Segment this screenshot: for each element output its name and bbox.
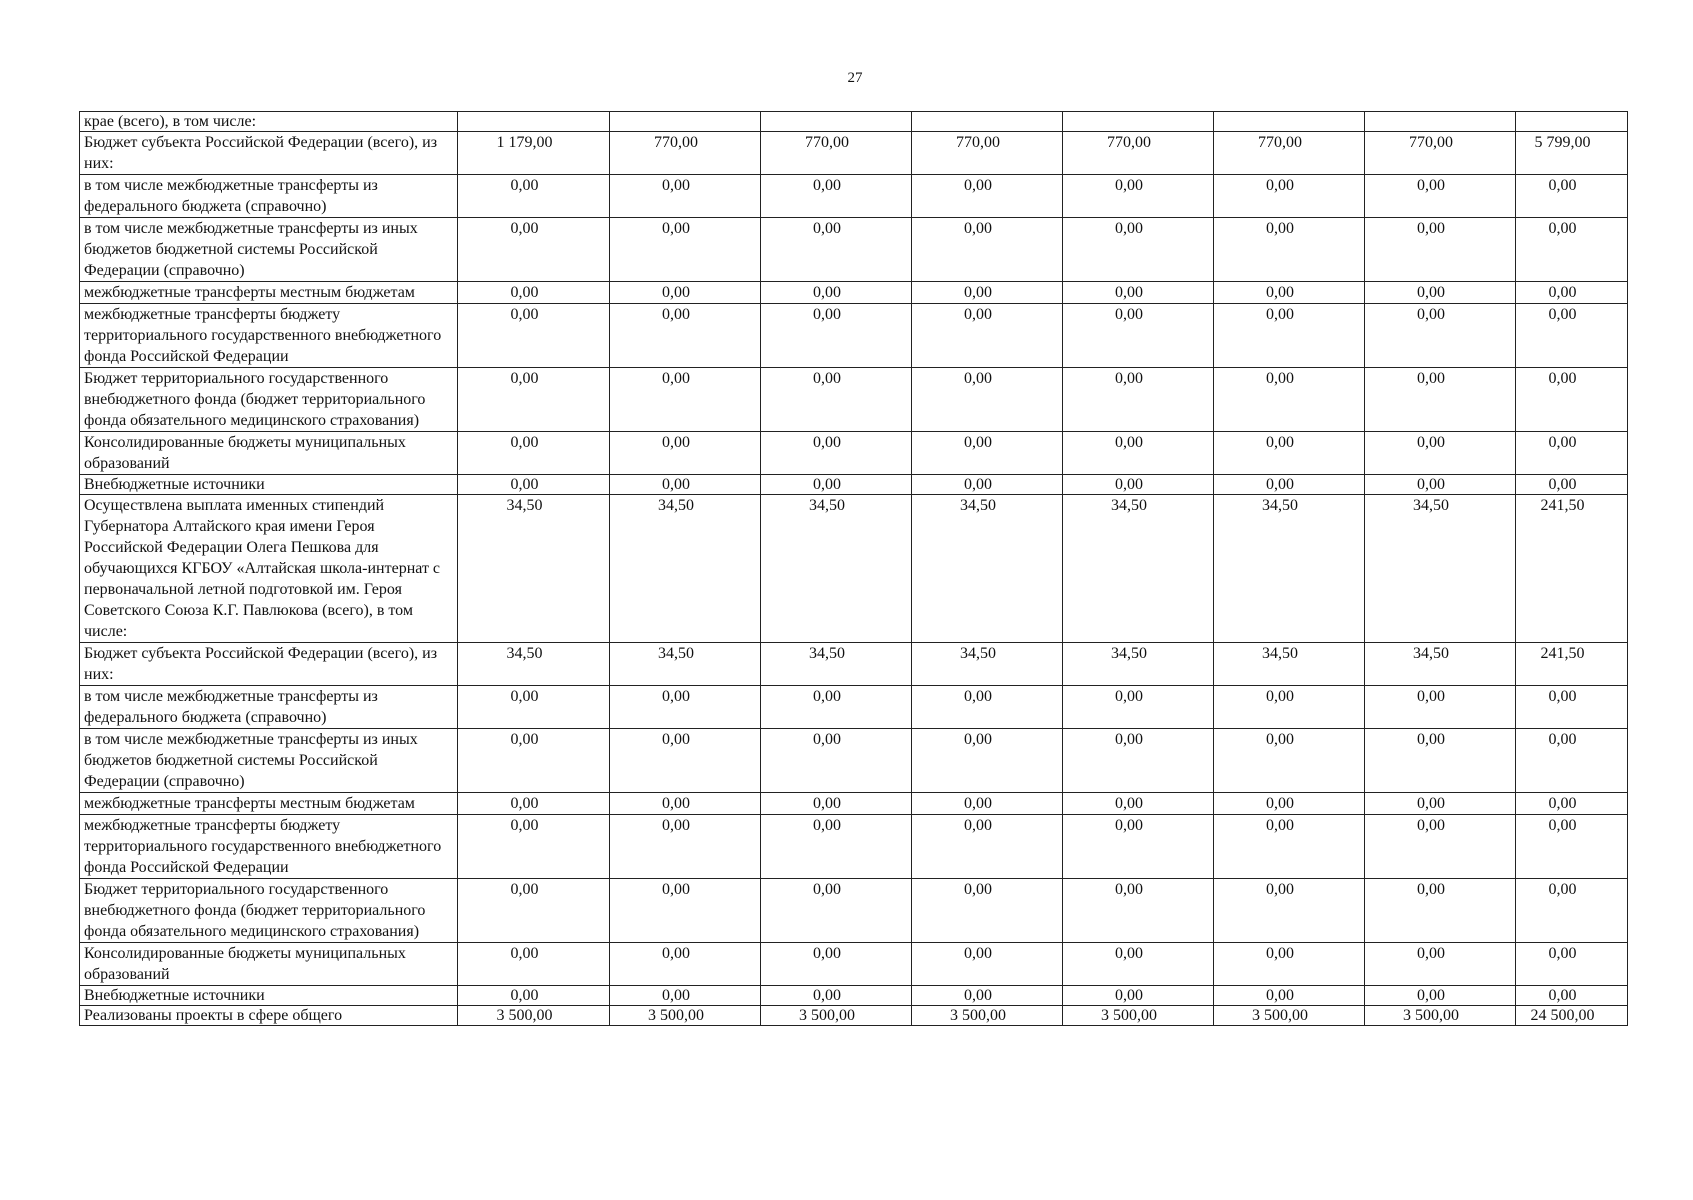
value-cell: 0,00 [761,686,912,729]
value-cell: 3 500,00 [1214,1006,1365,1026]
row-label-cell: Консолидированные бюджеты муниципальных образований [80,432,458,475]
value-cell: 0,00 [1063,282,1214,304]
value-cell: 0,00 [761,943,912,986]
value-cell: 34,50 [912,643,1063,686]
value-cell: 0,00 [1365,943,1516,986]
value-cell: 0,00 [1214,879,1365,943]
value-cell: 0,00 [912,304,1063,368]
value-cell: 0,00 [1516,943,1628,986]
value-cell: 0,00 [761,879,912,943]
value-cell: 0,00 [1214,432,1365,475]
value-cell: 0,00 [1214,282,1365,304]
value-cell: 0,00 [1365,793,1516,815]
value-cell: 3 500,00 [458,1006,610,1026]
table-row [80,432,1628,475]
value-cell: 0,00 [761,218,912,282]
value-cell: 0,00 [912,729,1063,793]
value-cell: 0,00 [1214,304,1365,368]
value-cell: 0,00 [1516,815,1628,879]
value-cell: 0,00 [610,218,761,282]
value-cell: 770,00 [1365,132,1516,175]
table-row [80,475,1628,495]
value-cell: 3 500,00 [912,1006,1063,1026]
value-cell: 0,00 [912,943,1063,986]
value-cell [1516,112,1628,132]
value-cell: 0,00 [610,368,761,432]
table-row [80,686,1628,729]
value-cell: 0,00 [458,729,610,793]
value-cell: 0,00 [1214,686,1365,729]
value-cell: 0,00 [1365,879,1516,943]
table-row [80,304,1628,368]
table-row [80,495,1628,643]
value-cell: 34,50 [458,643,610,686]
row-label-cell: в том числе межбюджетные трансферты из иных бюджетов бюджетной системы Российской Федерации (справочно) [80,218,458,282]
value-cell: 3 500,00 [761,1006,912,1026]
value-cell: 770,00 [912,132,1063,175]
value-cell: 0,00 [912,432,1063,475]
value-cell: 34,50 [610,643,761,686]
value-cell: 0,00 [1063,943,1214,986]
value-cell: 34,50 [1063,643,1214,686]
value-cell: 770,00 [1214,132,1365,175]
value-cell: 0,00 [610,175,761,218]
value-cell: 0,00 [1365,729,1516,793]
value-cell: 0,00 [1365,175,1516,218]
value-cell: 0,00 [761,986,912,1006]
value-cell: 0,00 [912,368,1063,432]
value-cell: 34,50 [458,495,610,643]
value-cell: 0,00 [912,793,1063,815]
value-cell: 0,00 [610,282,761,304]
value-cell: 34,50 [912,495,1063,643]
table-row [80,132,1628,175]
table-row [80,368,1628,432]
value-cell: 0,00 [1516,282,1628,304]
value-cell: 3 500,00 [1063,1006,1214,1026]
value-cell: 241,50 [1516,495,1628,643]
value-cell: 0,00 [912,986,1063,1006]
value-cell: 0,00 [1516,432,1628,475]
value-cell: 0,00 [761,793,912,815]
row-label-cell: Внебюджетные источники [80,475,458,495]
table-row [80,879,1628,943]
value-cell: 0,00 [761,475,912,495]
value-cell: 34,50 [761,495,912,643]
value-cell: 5 799,00 [1516,132,1628,175]
row-label-cell: межбюджетные трансферты местным бюджетам [80,793,458,815]
value-cell [458,112,610,132]
table-row [80,815,1628,879]
value-cell: 34,50 [610,495,761,643]
value-cell [610,112,761,132]
value-cell: 0,00 [610,304,761,368]
value-cell: 34,50 [1214,495,1365,643]
value-cell: 0,00 [1516,475,1628,495]
value-cell [1365,112,1516,132]
value-cell: 0,00 [1516,686,1628,729]
value-cell: 0,00 [1063,986,1214,1006]
value-cell: 3 500,00 [1365,1006,1516,1026]
value-cell: 0,00 [458,432,610,475]
value-cell: 0,00 [1063,686,1214,729]
value-cell: 0,00 [458,368,610,432]
value-cell: 0,00 [458,879,610,943]
value-cell: 0,00 [610,686,761,729]
value-cell: 3 500,00 [610,1006,761,1026]
value-cell: 0,00 [610,879,761,943]
value-cell: 0,00 [610,793,761,815]
row-label-cell: межбюджетные трансферты бюджету территориального государственного внебюджетного фонда Российской Федерации [80,304,458,368]
value-cell: 0,00 [1365,686,1516,729]
value-cell [761,112,912,132]
row-label-cell: Бюджет территориального государственного внебюджетного фонда (бюджет территориального фонда обязательного медицинского страхования) [80,879,458,943]
value-cell: 0,00 [610,475,761,495]
value-cell: 0,00 [1063,729,1214,793]
value-cell: 0,00 [1516,218,1628,282]
value-cell: 0,00 [458,304,610,368]
value-cell: 0,00 [458,815,610,879]
value-cell: 0,00 [1516,793,1628,815]
value-cell: 0,00 [1214,175,1365,218]
value-cell [1214,112,1365,132]
row-label-cell: Бюджет субъекта Российской Федерации (всего), из них: [80,132,458,175]
value-cell: 0,00 [912,686,1063,729]
value-cell: 0,00 [912,175,1063,218]
value-cell: 241,50 [1516,643,1628,686]
value-cell [912,112,1063,132]
table-row [80,643,1628,686]
value-cell: 0,00 [1516,175,1628,218]
value-cell: 0,00 [912,475,1063,495]
value-cell: 0,00 [1214,475,1365,495]
row-label-cell: межбюджетные трансферты местным бюджетам [80,282,458,304]
value-cell: 0,00 [458,475,610,495]
value-cell: 0,00 [1365,282,1516,304]
value-cell: 0,00 [761,282,912,304]
row-label-cell: Реализованы проекты в сфере общего [80,1006,458,1026]
value-cell: 770,00 [1063,132,1214,175]
row-label-cell: в том числе межбюджетные трансферты из федерального бюджета (справочно) [80,175,458,218]
value-cell: 0,00 [1214,793,1365,815]
value-cell: 0,00 [458,282,610,304]
row-label-cell: крае (всего), в том числе: [80,112,458,132]
page-number: 27 [847,70,863,86]
value-cell: 0,00 [610,943,761,986]
table-row [80,986,1628,1006]
row-label-cell: Осуществлена выплата именных стипендий Губернатора Алтайского края имени Героя Российской Федерации Олега Пешкова для обучающихся КГБОУ «Алтайская школа-интернат с первоначальной летной подготовкой им. Героя Советского Союза К.Г. Павлюкова (всего), в том числе: [80,495,458,643]
value-cell: 0,00 [458,218,610,282]
table-body [80,112,1628,1026]
value-cell: 0,00 [1063,368,1214,432]
value-cell: 34,50 [1063,495,1214,643]
value-cell: 770,00 [610,132,761,175]
table-row [80,943,1628,986]
value-cell: 0,00 [458,686,610,729]
value-cell: 0,00 [1365,432,1516,475]
value-cell: 0,00 [1516,986,1628,1006]
value-cell: 770,00 [761,132,912,175]
value-cell: 0,00 [1063,793,1214,815]
value-cell: 0,00 [1365,815,1516,879]
value-cell: 0,00 [1063,304,1214,368]
row-label-cell: в том числе межбюджетные трансферты из федерального бюджета (справочно) [80,686,458,729]
budget-table [79,111,1628,1026]
row-label-cell: в том числе межбюджетные трансферты из иных бюджетов бюджетной системы Российской Федерации (справочно) [80,729,458,793]
value-cell: 0,00 [458,175,610,218]
value-cell: 0,00 [610,986,761,1006]
value-cell: 0,00 [1214,218,1365,282]
value-cell: 0,00 [458,793,610,815]
value-cell: 0,00 [761,432,912,475]
row-label-cell: Бюджет территориального государственного внебюджетного фонда (бюджет территориального фонда обязательного медицинского страхования) [80,368,458,432]
value-cell: 0,00 [1516,729,1628,793]
value-cell: 0,00 [1214,368,1365,432]
row-label-cell: межбюджетные трансферты бюджету территориального государственного внебюджетного фонда Российской Федерации [80,815,458,879]
value-cell: 0,00 [1214,943,1365,986]
value-cell: 0,00 [1365,475,1516,495]
value-cell: 0,00 [1365,218,1516,282]
value-cell: 0,00 [761,729,912,793]
value-cell: 0,00 [1214,729,1365,793]
value-cell: 0,00 [1214,986,1365,1006]
table-row [80,218,1628,282]
table-row [80,112,1628,132]
value-cell: 34,50 [1214,643,1365,686]
value-cell: 0,00 [610,815,761,879]
value-cell [1063,112,1214,132]
value-cell: 0,00 [761,815,912,879]
table-row [80,282,1628,304]
row-label-cell: Внебюджетные источники [80,986,458,1006]
value-cell: 0,00 [1214,815,1365,879]
table-row [80,1006,1628,1026]
value-cell: 1 179,00 [458,132,610,175]
row-label-cell: Консолидированные бюджеты муниципальных образований [80,943,458,986]
value-cell: 34,50 [1365,643,1516,686]
value-cell: 0,00 [1063,815,1214,879]
value-cell: 0,00 [1365,304,1516,368]
value-cell: 0,00 [761,304,912,368]
value-cell: 24 500,00 [1516,1006,1628,1026]
value-cell: 0,00 [1365,368,1516,432]
value-cell: 0,00 [458,943,610,986]
value-cell: 34,50 [1365,495,1516,643]
row-label-cell: Бюджет субъекта Российской Федерации (всего), из них: [80,643,458,686]
value-cell: 0,00 [761,175,912,218]
value-cell: 0,00 [1365,986,1516,1006]
value-cell: 0,00 [610,432,761,475]
value-cell: 0,00 [1516,368,1628,432]
value-cell: 0,00 [912,879,1063,943]
value-cell: 0,00 [610,729,761,793]
table-row [80,729,1628,793]
value-cell: 0,00 [1063,432,1214,475]
value-cell: 34,50 [761,643,912,686]
value-cell: 0,00 [1516,879,1628,943]
value-cell: 0,00 [912,218,1063,282]
value-cell: 0,00 [1063,218,1214,282]
value-cell: 0,00 [912,815,1063,879]
value-cell: 0,00 [1063,475,1214,495]
value-cell: 0,00 [1063,879,1214,943]
table-row [80,793,1628,815]
table-row [80,175,1628,218]
value-cell: 0,00 [761,368,912,432]
value-cell: 0,00 [1516,304,1628,368]
value-cell: 0,00 [458,986,610,1006]
value-cell: 0,00 [912,282,1063,304]
value-cell: 0,00 [1063,175,1214,218]
